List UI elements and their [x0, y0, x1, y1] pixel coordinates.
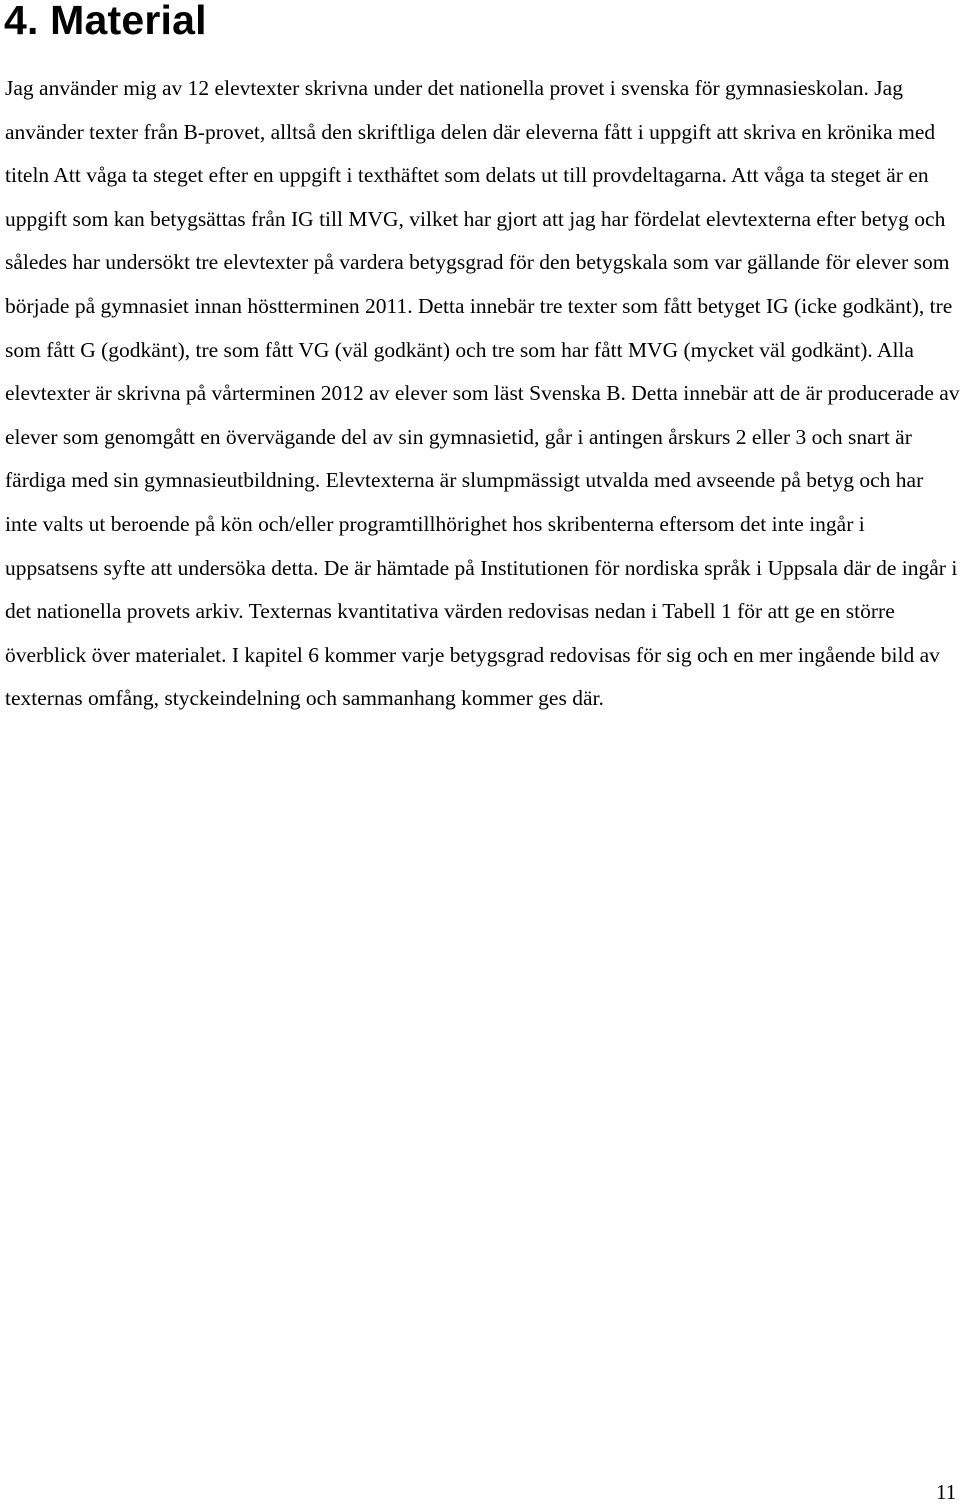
page-number: 11 — [936, 1480, 957, 1504]
section-heading: 4. Material — [4, 0, 207, 43]
body-paragraph: Jag använder mig av 12 elevtexter skrivna under det nationella provet i svenska för gymnasieskolan. Jag använder texter från B-provet, alltså den skriftliga delen där eleverna fått i uppgift att skriva en krönika med titeln Att våga ta steget efter en uppgift i texthäftet som delats ut till provdeltagarna. Att våga ta steget är en uppgift som kan betygsättas från IG till MVG, vilket har gjort att jag har fördelat elevtexterna efter betyg och således har undersökt tre elevtexter på vardera betygsgrad för den betygskala som var gällande för elever som började på gymnasiet innan höstterminen 2011. Detta innebär tre texter som fått betyget IG (icke godkänt), tre som fått G (godkänt), tre som fått VG (väl godkänt) och tre som har fått MVG (mycket väl godkänt). Alla elevtexter är skrivna på vårterminen 2012 av elever som läst Svenska B. Detta innebär att de är producerade av elever som genomgått en övervägande del av sin gymnasietid, går i antingen årskurs 2 eller 3 och snart är färdiga med sin gymnasieutbildning. Elevtexterna är slumpmässigt utvalda med avseende på betyg och har inte valts ut beroende på kön och/eller programtillhörighet hos skribenterna eftersom det inte ingår i uppsatsens syfte att undersöka detta. De är hämtade på Institutionen för nordiska språk i Uppsala där de ingår i det nationella provets arkiv. Texternas kvantitativa värden redovisas nedan i Tabell 1 för att ge en större överblick över materialet. I kapitel 6 kommer varje betygsgrad redovisas för sig och en mer ingående bild av texternas omfång, styckeindelning och sammanhang kommer ges där. — [5, 76, 960, 711]
